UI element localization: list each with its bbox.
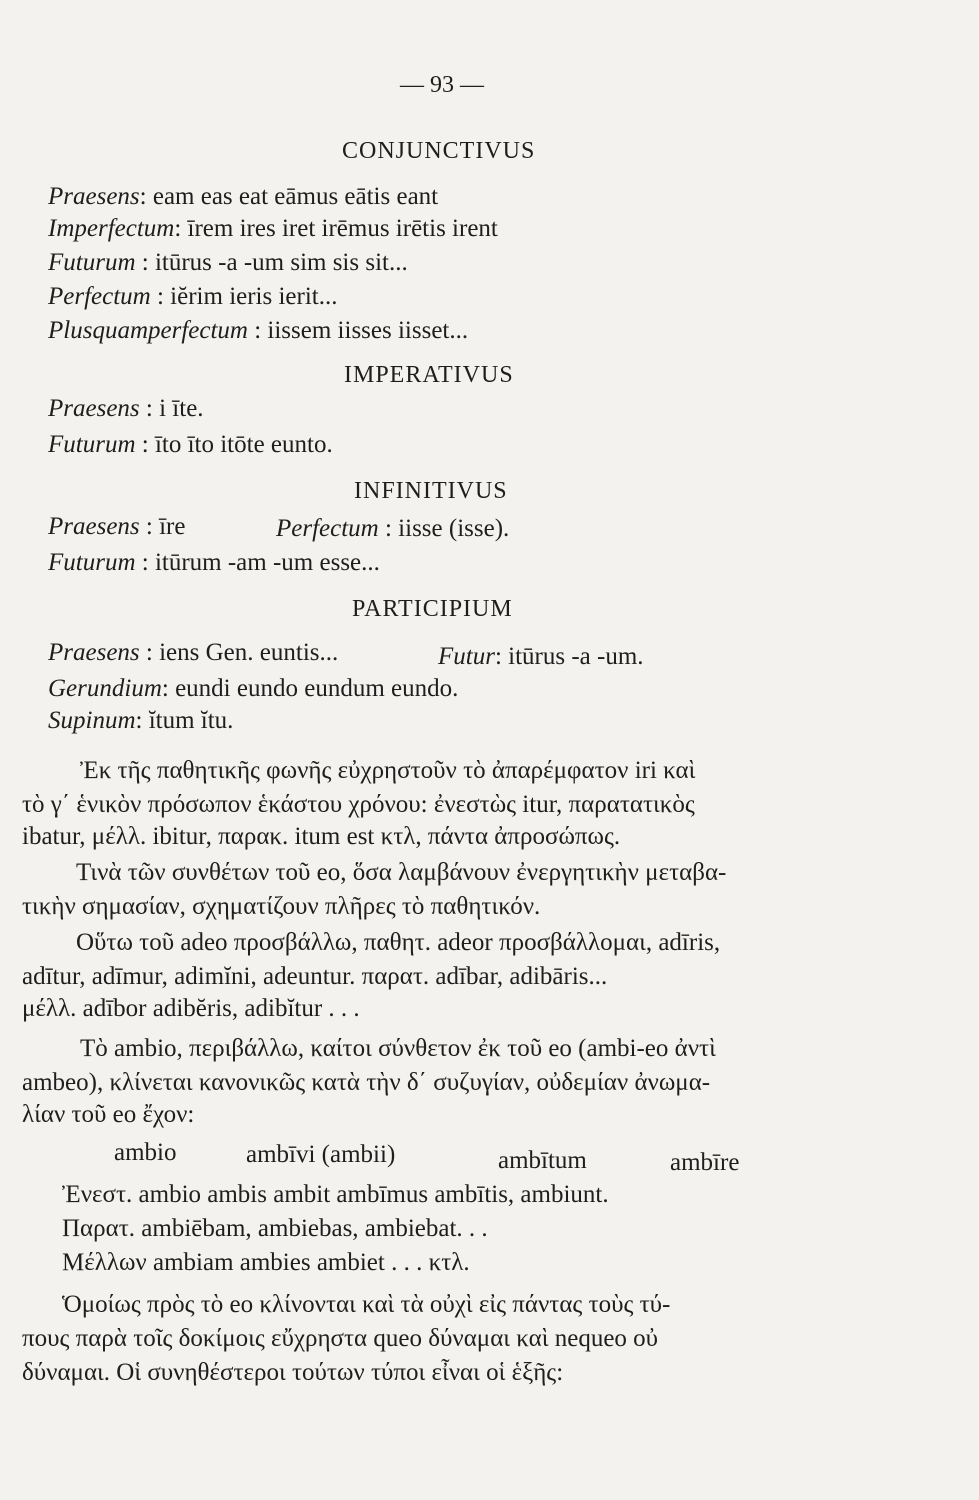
- row-forms: : i īte.: [139, 395, 204, 422]
- principal-part: ambītum: [498, 1147, 587, 1174]
- principal-part: ambīre: [670, 1149, 740, 1176]
- part-row-praesens: [48, 638, 338, 668]
- conj-row-futurum: [48, 248, 408, 278]
- row-label: Gerundium: [48, 675, 162, 702]
- paragraph-line: τὸ γ΄ ἑνικὸν πρόσωπον ἑκάστου χρόνου: ἐνεστὼς itur, παρατατικὸς: [22, 791, 695, 818]
- heading-conjunctivus: CONJUNCTIVUS: [342, 138, 536, 164]
- paragraph-line: Ὁμοίως πρὸς τὸ eo κλίνονται καὶ τὰ οὐχὶ εἰς πάντας τοὺς τύ-: [62, 1291, 671, 1318]
- row-forms: : iissem iisses iisset...: [247, 317, 469, 344]
- paragraph-line: Οὕτω τοῦ adeo προσβάλλω, παθητ. adeor προσβάλλομαι, adīris,: [76, 929, 721, 956]
- paragraph-line: adītur, adīmur, adimĭni, adeuntur. παρατ. adībar, adibāris...: [22, 963, 608, 990]
- row-label: Supinum: [48, 707, 136, 734]
- paragraph-line: Τινὰ τῶν συνθέτων τοῦ eo, ὅσα λαμβάνουν ἐνεργητικὴν μεταβα-: [76, 859, 727, 886]
- row-label: Futurum: [48, 549, 136, 576]
- row-forms: : itūrus -a -um sim sis sit...: [135, 249, 408, 276]
- part-row-futur: [438, 642, 644, 672]
- inf-row-futurum: [48, 548, 380, 578]
- conj-row-plusquamperfectum: [48, 316, 468, 346]
- paragraph-line: λίαν τοῦ eo ἔχον:: [22, 1101, 195, 1128]
- heading-participium: PARTICIPIUM: [352, 596, 513, 622]
- row-forms: : eundi eundo eundum eundo.: [161, 675, 459, 702]
- row-forms: : itūrum -am -um esse...: [135, 549, 380, 576]
- part-row-gerundium: [48, 674, 458, 704]
- paragraph-line: πους παρὰ τοῖς δοκίμοις εὔχρηστα queo δύναμαι καὶ nequeo οὐ: [22, 1325, 659, 1352]
- row-forms: : iens Gen. euntis...: [139, 639, 339, 666]
- inf-row-praesens: [48, 512, 185, 542]
- paragraph-line: Ἐκ τῆς παθητικῆς φωνῆς εὐχρηστοῦν τὸ ἀπαρέμφατον iri καὶ: [80, 757, 696, 784]
- paragraph-line: Τὸ ambio, περιβάλλω, καίτοι σύνθετον ἐκ τοῦ eo (ambi-eo ἀντὶ: [80, 1035, 716, 1062]
- row-label: Praesens: [48, 183, 140, 210]
- conj-row-imperfectum: [48, 214, 498, 244]
- conjugation-line: Μέλλων ambiam ambies ambiet . . . κτλ.: [62, 1249, 470, 1276]
- row-forms: : iisse (isse).: [378, 515, 510, 542]
- part-row-supinum: [48, 706, 233, 736]
- conjugation-line: Παρατ. ambiēbam, ambiebas, ambiebat. . .: [62, 1215, 488, 1242]
- row-forms: : ĭtum ĭtu.: [135, 707, 234, 734]
- inf-row-perfectum: [276, 514, 509, 544]
- conj-row-praesens: [48, 182, 438, 212]
- principal-part: ambīvi (ambii): [246, 1141, 396, 1168]
- row-forms: : īre: [139, 513, 186, 540]
- row-label: Praesens: [48, 513, 140, 540]
- conj-row-perfectum: [48, 282, 338, 312]
- paragraph-line: ambeo), κλίνεται κανονικῶς κατὰ τὴν δ΄ συζυγίαν, οὐδεμίαν ἀνωμα-: [22, 1069, 711, 1096]
- conjugation-line: Ἐνεστ. ambio ambis ambit ambīmus ambītis, ambiunt.: [62, 1181, 609, 1208]
- row-forms: : eam eas eat eāmus eātis eant: [139, 183, 439, 210]
- paragraph-line: μέλλ. adībor adibĕris, adibĭtur . . .: [22, 995, 360, 1022]
- heading-infinitivus: INFINITIVUS: [354, 478, 508, 504]
- row-label: Imperfectum: [48, 215, 175, 242]
- page-number: — 93 —: [400, 72, 484, 98]
- imp-row-praesens: [48, 394, 204, 424]
- row-label: Perfectum: [276, 515, 379, 542]
- paragraph-line: δύναμαι. Οἱ συνηθέστεροι τούτων τύποι εἶναι οἱ ἑξῆς:: [22, 1359, 564, 1386]
- row-label: Praesens: [48, 639, 140, 666]
- paragraph-line: τικὴν σημασίαν, σχηματίζουν πλῆρες τὸ παθητικόν.: [22, 893, 541, 920]
- row-label: Futurum: [48, 249, 136, 276]
- row-label: Praesens: [48, 395, 140, 422]
- row-label: Futur: [438, 643, 495, 670]
- row-forms: : itūrus -a -um.: [494, 643, 644, 670]
- row-label: Perfectum: [48, 283, 151, 310]
- heading-imperativus: IMPERATIVUS: [344, 362, 514, 388]
- row-forms: : iĕrim ieris ierit...: [150, 283, 338, 310]
- row-forms: : īto īto itōte eunto.: [135, 431, 333, 458]
- imp-row-futurum: [48, 430, 333, 460]
- principal-part: ambio: [114, 1139, 177, 1166]
- row-forms: : īrem ires iret irēmus irētis irent: [174, 215, 498, 242]
- row-label: Futurum: [48, 431, 136, 458]
- paragraph-line: ibatur, μέλλ. ibitur, παρακ. itum est κτλ, πάντα ἀπροσώπως.: [22, 823, 621, 850]
- row-label: Plusquamperfectum: [48, 317, 248, 344]
